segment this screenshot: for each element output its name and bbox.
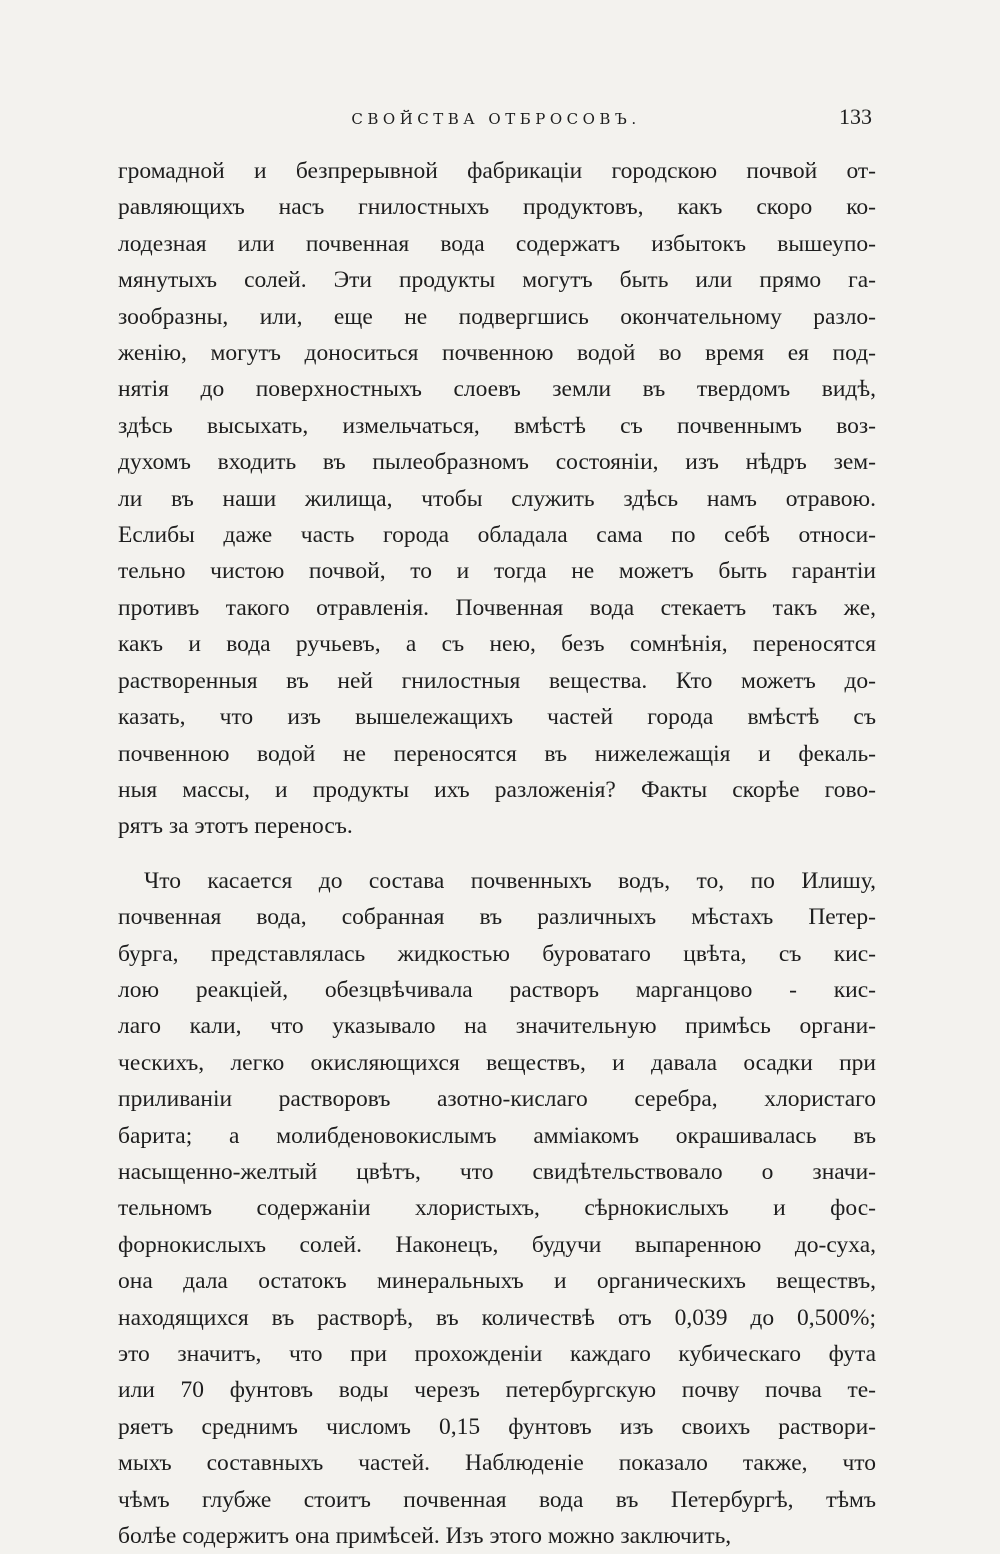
text-line: тельномъ содержаніи хлористыхъ, сѣрнокислыхъ и фос-: [118, 1195, 876, 1222]
page-number: 133: [839, 104, 872, 129]
text-line: почвенною водой не переносятся въ нижележащія и фекаль-: [118, 740, 876, 767]
text-line: бурга, представлялась жидкостью буроватаго цвѣта, съ кис-: [118, 940, 876, 967]
text-line: почвенная вода, собранная въ различныхъ мѣстахъ Петер-: [118, 904, 876, 931]
text-line: чѣмъ глубже стоитъ почвенная вода въ Петербургѣ, тѣмъ: [118, 1486, 876, 1513]
text-line: тельно чистою почвой, то и тогда не можетъ быть гарантіи: [118, 558, 876, 585]
text-line: какъ и вода ручьевъ, а съ нею, безъ сомнѣнія, переносятся: [118, 631, 876, 658]
text-line: равляющихъ насъ гнилостныхъ продуктовъ, какъ скоро ко-: [118, 194, 876, 221]
text-line: болѣе содержитъ она примѣсей. Изъ этого можно заключить,: [118, 1523, 732, 1550]
text-line: барита; а молибденовокислымъ амміакомъ окрашивалась въ: [118, 1122, 876, 1149]
paragraph-1: [118, 153, 876, 845]
text-line: противъ такого отравленія. Почвенная вода стекаетъ такъ же,: [118, 594, 876, 621]
text-line: ли въ наши жилища, чтобы служить здѣсь намъ отравою.: [118, 485, 876, 512]
text-line: женію, могутъ доноситься почвенною водой во время ея под-: [118, 340, 876, 367]
text-line: растворенныя въ ней гнилостныя вещества. Кто можетъ до-: [118, 667, 876, 694]
text-line: нятія до поверхностныхъ слоевъ земли въ твердомъ видѣ,: [118, 376, 876, 403]
running-head: [120, 104, 872, 134]
text-line: мянутыхъ солей. Эти продукты могутъ быть или прямо га-: [118, 267, 876, 294]
text-line: здѣсь высыхать, измельчаться, вмѣстѣ съ почвеннымъ воз-: [118, 412, 876, 439]
text-line: насыщенно-желтый цвѣтъ, что свидѣтельствовало о значи-: [118, 1158, 876, 1185]
text-line: приливаніи растворовъ азотно-кислаго серебра, хлористаго: [118, 1086, 876, 1113]
text-line: лою реакціей, обезцвѣчивала растворъ марганцово - кис-: [118, 976, 876, 1003]
text-line: духомъ входить въ пылеобразномъ состояніи, изъ нѣдръ зем-: [118, 449, 876, 476]
body-text: [118, 153, 876, 1554]
text-line: Еслибы даже часть города обладала сама по себѣ относи-: [118, 522, 876, 549]
text-line: казать, что изъ вышележащихъ частей города вмѣстѣ съ: [118, 704, 876, 731]
text-line: она дала остатокъ минеральныхъ и органическихъ веществъ,: [118, 1268, 876, 1295]
text-line: зообразны, или, еще не подвергшись окончательному разло-: [118, 303, 876, 330]
text-line: Что касается до состава почвенныхъ водъ, то, по Илишу,: [144, 867, 876, 894]
text-line: лодезная или почвенная вода содержатъ избытокъ вышеупо-: [118, 230, 876, 257]
text-line: ряетъ среднимъ числомъ 0,15 фунтовъ изъ своихъ раствори-: [118, 1413, 876, 1440]
text-line: лаго кали, что указывало на значительную примѣсь органи-: [118, 1013, 876, 1040]
text-line: ныя массы, и продукты ихъ разложенія? Факты скорѣе гово-: [118, 776, 876, 803]
paragraph-2: [118, 863, 876, 1554]
text-line: рятъ за этотъ переносъ.: [118, 813, 353, 840]
text-line: форнокислыхъ солей. Наконецъ, будучи выпаренною до-суха,: [118, 1231, 876, 1258]
text-line: или 70 фунтовъ воды черезъ петербургскую почву почва те-: [118, 1377, 876, 1404]
text-line: мыхъ составныхъ частей. Наблюденіе показало также, что: [118, 1450, 876, 1477]
text-line: находящихся въ растворѣ, въ количествѣ отъ 0,039 до 0,500%;: [118, 1304, 876, 1331]
running-title: СВОЙСТВА ОТБРОСОВЪ.: [351, 110, 641, 128]
text-line: это значитъ, что при прохожденіи каждаго кубическаго фута: [118, 1341, 876, 1367]
text-line: громадной и безпрерывной фабрикаціи городскою почвой от-: [118, 158, 876, 184]
text-line: ческихъ, легко окисляющихся веществъ, и давала осадки при: [118, 1049, 876, 1076]
